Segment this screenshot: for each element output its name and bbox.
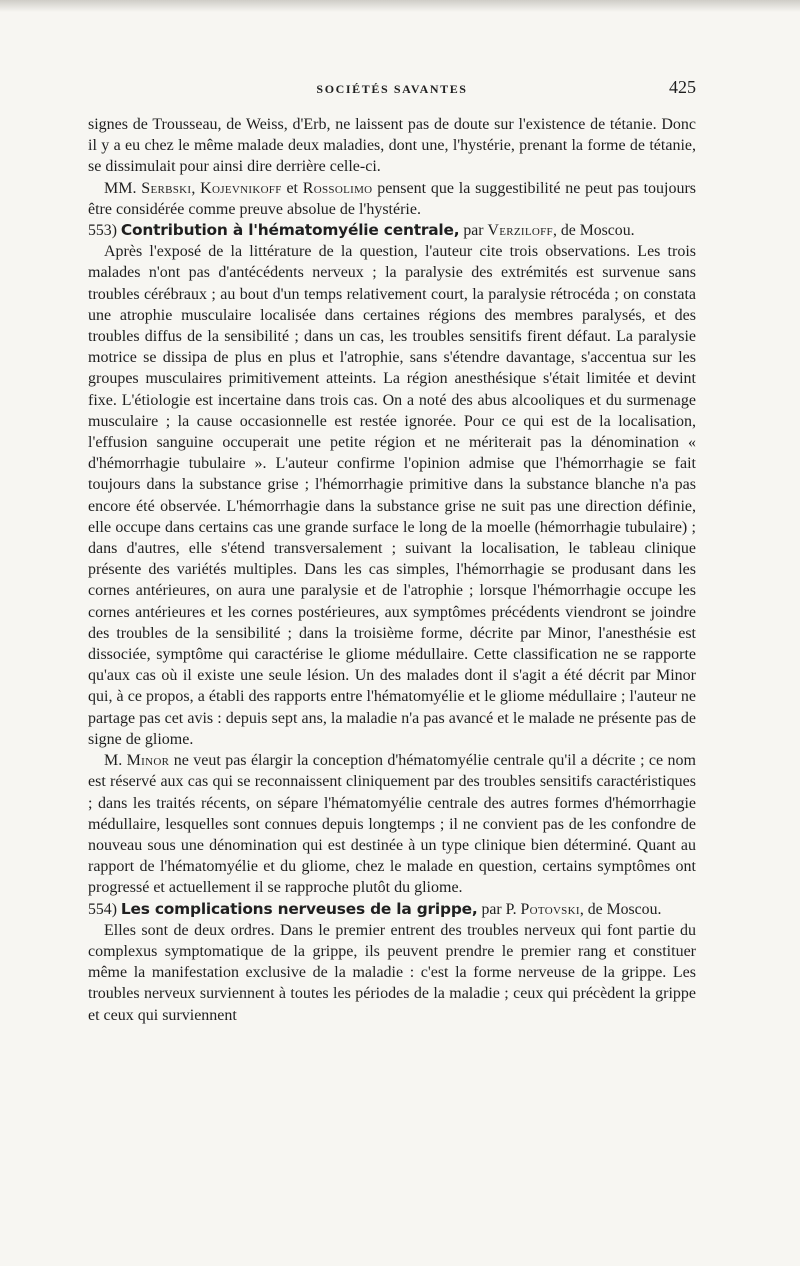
author-name: Kojevnikoff <box>200 179 282 197</box>
paragraph-continued: signes de Trousseau, de Weiss, d'Erb, ne laissent pas de doute sur l'existence de tétanie. Donc il y a eu chez le même malade deux maladies, dont une, l'hystérie, prenant la forme de tétanie, se dissimulait pour ainsi dire derrière celle-ci. <box>88 116 696 176</box>
section-number: 553) <box>88 222 121 240</box>
paragraph-lead: MM. <box>104 179 142 197</box>
paragraph-discussion <box>88 178 696 220</box>
section-by: par P. <box>477 900 521 918</box>
page-number: 425 <box>669 77 696 97</box>
section-author: Verziloff <box>487 222 553 240</box>
running-head: SOCIÉTÉS SAVANTES <box>316 82 468 96</box>
paragraph-text: pensent que la suggestibilité ne peut pas toujours être considérée comme preuve absolue de l'hystérie. <box>88 179 697 218</box>
author-name: Minor <box>126 752 170 770</box>
author-name: Rossolimo <box>302 179 373 197</box>
separator: et <box>281 179 303 197</box>
section-place: , de Moscou. <box>552 222 635 240</box>
section-by: par <box>459 222 488 240</box>
section-heading-554 <box>88 899 696 920</box>
section-place: , de Moscou. <box>579 900 662 918</box>
paragraph-lead: M. <box>104 752 127 770</box>
section-title: Contribution à l'hématomyélie centrale, <box>120 221 460 240</box>
section-author: Potovski <box>520 900 580 918</box>
paragraph-abstract-553: Après l'exposé de la littérature de la question, l'auteur cite trois observations. Les trois malades n'ont pas d'antécédents nerveux ; la paralysie des extrémités est survenue sans troubles cérébraux ; au bout d'un temps relativement court, la paralysie rétrocéda ; on constata une atrophie musculaire localisée dans certaines régions des membres paralysés, et des troubles diffus de la sensibilité ; dans un cas, les troubles sensitifs firent défaut. La paralysie motrice se dissipa de plus en plus et l'atrophie, sans s'étendre davantage, s'accentua sur les groupes musculaires primitivement atteints. La région anesthésique s'était limitée et devint fixe. L'étiologie est incertaine dans trois cas. On a noté des abus alcooliques et du surmenage musculaire ; la cause occasionnelle est restée ignorée. Pour ce qui est de la localisation, l'effusion sanguine occuperait une petite région et ne mériterait pas la dénomination « d'hémorrhagie tubulaire ». L'auteur confirme l'opinion admise que l'hémorrhagie se fait toujours dans la substance grise ; l'hémorrhagie primitive dans la substance blanche n'a pas encore été observée. L'hémorrhagie dans la substance grise ne suit pas une direction définie, elle occupe dans certains cas une grande surface le long de la moelle (hémorrhagie tubulaire) ; dans d'autres, elle s'étend transversalement ; suivant la localisation, le tableau clinique présente des variétés multiples. Dans les cas simples, l'hémorrhagie se produsant dans les cornes antérieures, on aura une paralysie et de l'atrophie ; lorsque l'hémorrhagie occupe les cornes antérieures et les cornes postérieures, aux symptômes précédents viendront se joindre des troubles de la sensibilité ; dans la troisième forme, décrite par Minor, l'anesthésie est dissociée, symptôme qui caractérise le gliome médullaire. Cette classification ne se rapporte qu'aux cas où il existe une seule lésion. Un des malades dont il s'agit a été décrit par Minor qui, à ce propos, a établi des rapports entre l'hématomyélie et le gliome médullaire ; l'auteur ne partage pas cet avis : depuis sept ans, la maladie n'a pas avancé et le malade ne présente pas de signe de gliome. <box>88 243 696 748</box>
paragraph-text: ne veut pas élargir la conception d'hématomyélie centrale qu'il a décrite ; ce nom est réservé aux cas qui se reconnaissent cliniquement par des troubles sensitifs caractéristiques ; dans les traités récents, on sépare l'hématomyélie centrale des autres formes d'hémorrhagie médullaire, lesquelles sont connues depuis longtemps ; il ne convient pas de les confondre de nouveau sous une dénomination qui est destinée à un type clinique bien déterminé. Quant au rapport de l'hématomyélie et du gliome, chez le malade en question, certains symptômes ont progressé et actuellement il se rapproche plutôt du gliome. <box>88 752 696 897</box>
section-number: 554) <box>88 900 121 918</box>
separator: , <box>191 179 201 197</box>
section-heading-553 <box>88 220 696 241</box>
section-title: Les complications nerveuses de la grippe, <box>120 899 478 918</box>
paragraph-discussion-minor <box>88 750 696 898</box>
scan-edge-shadow <box>0 0 800 12</box>
page-header <box>88 77 696 103</box>
author-name: Serbski <box>141 179 192 197</box>
page-body <box>88 114 696 1026</box>
paragraph-abstract-554: Elles sont de deux ordres. Dans le premier entrent des troubles nerveux qui font partie du complexus symptomatique de la grippe, ils peuvent prendre le premier rang et constituer même la manifestation exclusive de la maladie : c'est la forme nerveuse de la grippe. Les troubles nerveux surviennent à toutes les périodes de la maladie ; ceux qui précèdent la grippe et ceux qui surviennent <box>88 921 696 1024</box>
